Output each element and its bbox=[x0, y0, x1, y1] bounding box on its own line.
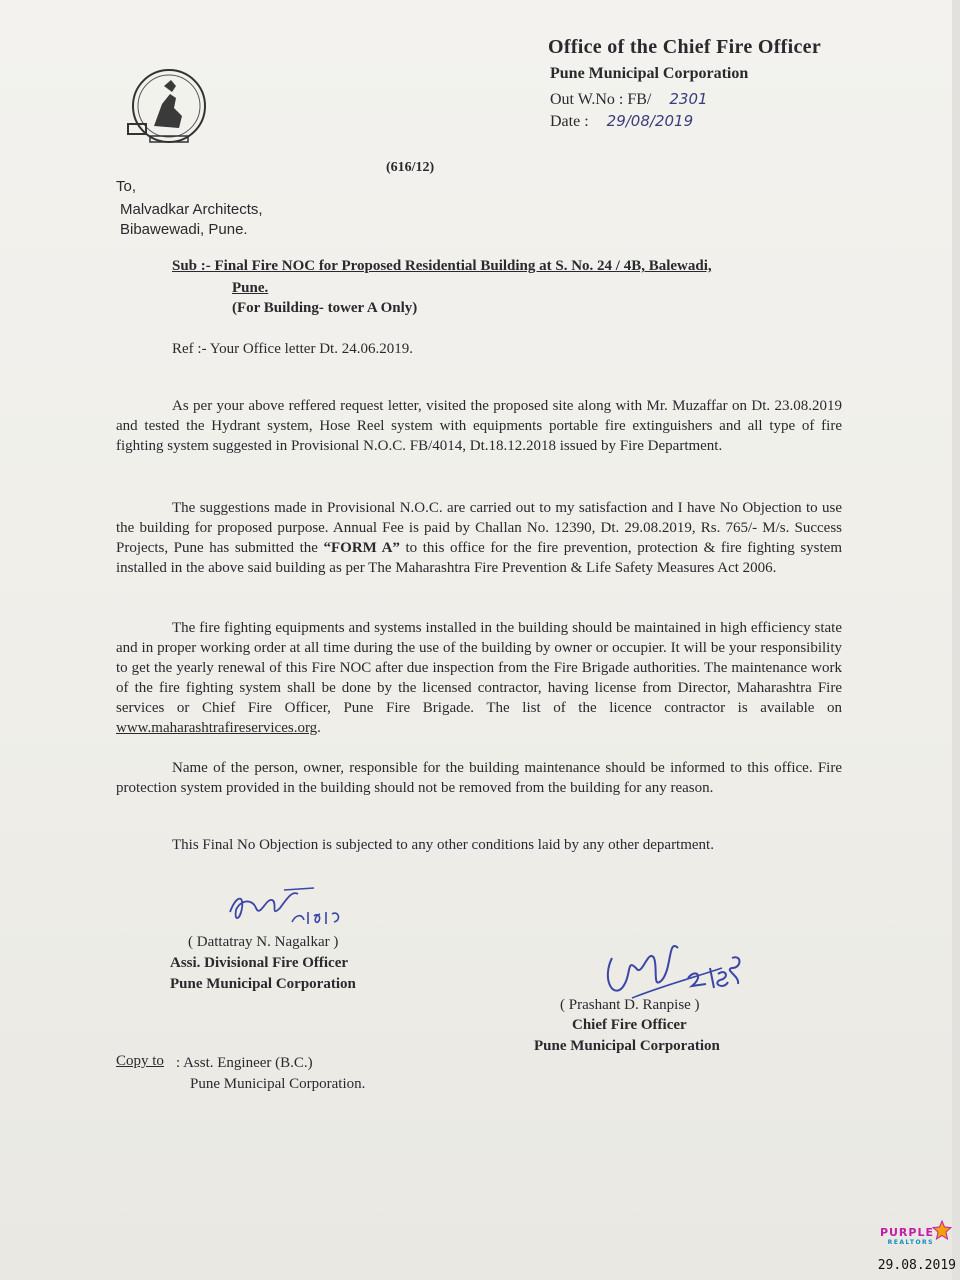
date-line bbox=[550, 112, 693, 131]
date-label: Date : bbox=[550, 113, 589, 130]
paragraph-site-visit bbox=[116, 396, 842, 456]
photo-date-stamp: 29.08.2019 bbox=[877, 1258, 956, 1273]
paragraph-final-noc-text: This Final No Objection is subjected to any other conditions laid by any other department. bbox=[172, 837, 714, 853]
copy-to-line-2: Pune Municipal Corporation. bbox=[190, 1076, 366, 1092]
left-signatory-designation: Assi. Divisional Fire Officer bbox=[170, 955, 349, 971]
paragraph-noc-objection bbox=[116, 498, 842, 578]
paragraph-final-noc bbox=[116, 835, 842, 855]
paragraph-maintenance-end: . bbox=[317, 720, 321, 736]
right-signatory-org: Pune Municipal Corporation bbox=[534, 1038, 720, 1054]
paragraph-site-visit-text: As per your above reffered request letter, visited the proposed site along with Mr. Muzaffar on Dt. 23.08.2019 and tested the Hydrant system, Hose Reel system with equipments portable fire extinguishers and all type of fire fighting system suggested in Provisional N.O.C. FB/4014, Dt.18.12.2018 issued by Fire Department. bbox=[116, 398, 842, 454]
pmc-emblem-logo bbox=[124, 64, 214, 154]
fire-services-website-link[interactable]: www.maharashtrafireservices.org bbox=[116, 720, 318, 736]
corporation-name: Pune Municipal Corporation bbox=[550, 65, 749, 82]
copy-to-label: Copy to bbox=[116, 1053, 164, 1069]
office-title: Office of the Chief Fire Officer bbox=[548, 36, 821, 58]
reference-line: Ref :- Your Office letter Dt. 24.06.2019. bbox=[172, 341, 413, 357]
recipient-to: To, bbox=[116, 178, 137, 195]
left-signatory-name: ( Dattatray N. Nagalkar ) bbox=[188, 934, 339, 950]
subject-line-2: Pune. bbox=[232, 280, 269, 296]
outward-label: Out W.No : FB/ bbox=[550, 91, 652, 108]
outward-number: 2301 bbox=[669, 90, 708, 108]
brand-subname: REALTORS bbox=[887, 1239, 934, 1246]
subject-line-3: (For Building- tower A Only) bbox=[232, 300, 418, 316]
left-signatory-org: Pune Municipal Corporation bbox=[170, 976, 356, 992]
right-signatory-name: ( Prashant D. Ranpise ) bbox=[560, 997, 700, 1013]
outward-number-line bbox=[550, 90, 708, 109]
left-signature-mark bbox=[222, 878, 362, 939]
paragraph-responsible-text: Name of the person, owner, responsible for the building maintenance should be informed to this office. Fire protection system provided in the building should not be removed from the building for any reason. bbox=[116, 760, 842, 796]
brand-star-icon bbox=[932, 1220, 952, 1245]
recipient-name: Malvadkar Architects, bbox=[120, 201, 263, 218]
date-value: 29/08/2019 bbox=[606, 112, 694, 130]
brand-watermark bbox=[880, 1226, 934, 1246]
brand-name: PURPLE bbox=[879, 1226, 934, 1239]
form-a-label: “FORM A” bbox=[323, 540, 400, 556]
paragraph-noc-text-b: to this office for the fire prevention, protection & fire fighting system installed in the above said building as per The Maharashtra Fire Prevention & Life Safety Measures Act 2006. bbox=[116, 540, 843, 576]
paragraph-maintenance-text: The fire fighting equipments and systems installed in the building should be maintained in high efficiency state and in proper working order at all time during the use of the building by owner or occupier. It will be your responsibility to get the yearly renewal of this Fire NOC after due inspection from the Fire Brigade authorities. The maintenance work of the fire fighting system shall be done by the licensed contractor, having license from Director, Maharashtra Fire services or Chief Fire Officer, Pune Fire Brigade. The list of the licence contractor is available on bbox=[116, 620, 842, 716]
copy-to-line-1: : Asst. Engineer (B.C.) bbox=[176, 1055, 313, 1071]
subject-line-1: Sub :- Final Fire NOC for Proposed Residential Building at S. No. 24 / 4B, Balewadi, bbox=[172, 258, 712, 274]
reference-number: (616/12) bbox=[386, 160, 435, 175]
paragraph-responsible-person bbox=[116, 758, 842, 798]
paragraph-maintenance bbox=[116, 618, 842, 738]
paragraph-noc-text-a: The suggestions made in Provisional N.O.C. are carried out to my satisfaction and I have No Objection to use the building for proposed purpose. Annual Fee is paid by Challan No. 12390, Dt. 29.08.2019, Rs. 765/- M/s. Success Projects, Pune has submitted the bbox=[116, 500, 842, 556]
right-signatory-designation: Chief Fire Officer bbox=[572, 1017, 687, 1033]
recipient-address: Bibawewadi, Pune. bbox=[120, 221, 248, 238]
